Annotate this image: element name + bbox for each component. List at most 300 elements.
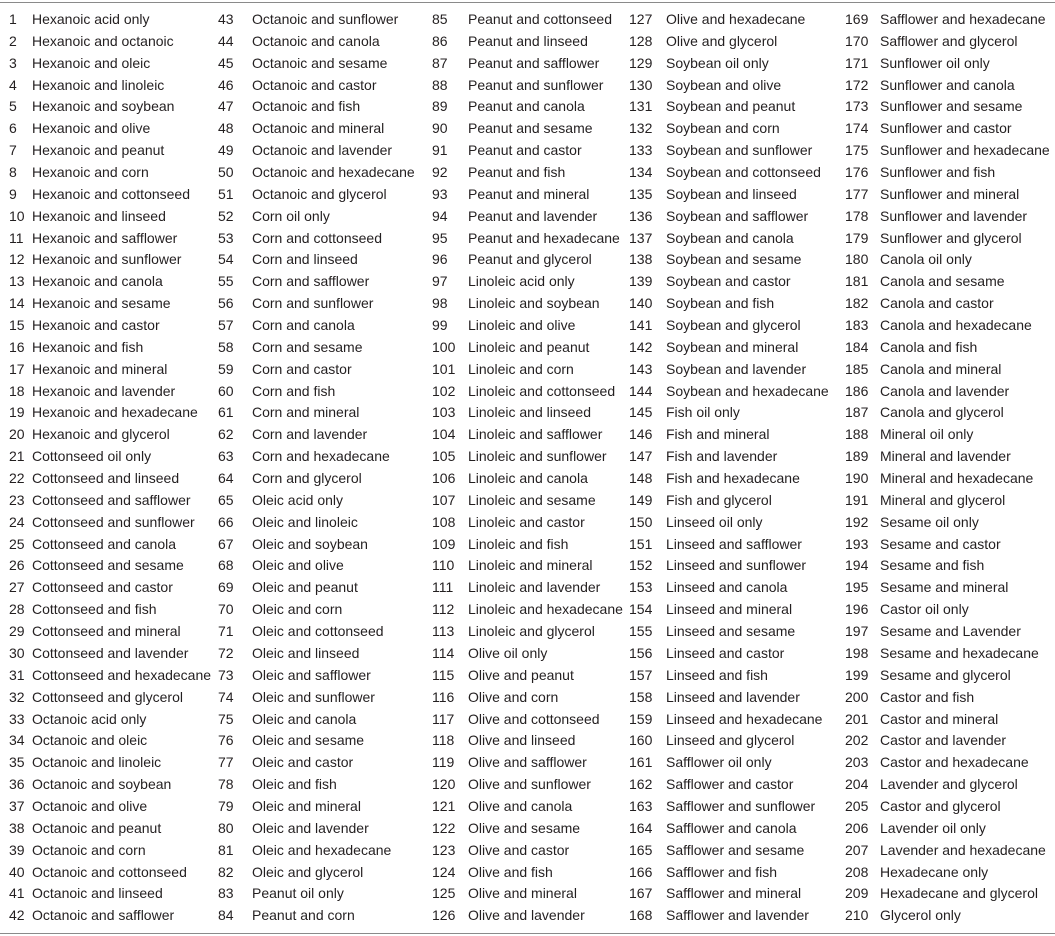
row-label: Olive and sesame <box>468 819 581 836</box>
row-label: Hexanoic and lavender <box>32 382 176 399</box>
row-number: 145 <box>629 404 653 421</box>
row-number: 149 <box>629 491 653 508</box>
row-number: 107 <box>432 491 456 508</box>
row-number: 29 <box>9 623 25 640</box>
row-label: Hexanoic and glycerol <box>32 426 170 443</box>
row-label: Octanoic and peanut <box>32 819 162 836</box>
row-number: 139 <box>629 273 653 290</box>
row-label: Linseed and safflower <box>666 535 802 552</box>
row-label: Octanoic and mineral <box>252 120 385 137</box>
row-number: 127 <box>629 11 653 27</box>
row-number: 203 <box>845 754 869 771</box>
row-number: 128 <box>629 32 653 49</box>
row-number: 18 <box>9 382 25 399</box>
row-number: 63 <box>218 448 234 465</box>
row-number: 44 <box>218 32 234 49</box>
row-number: 108 <box>432 513 456 530</box>
row-label: Linoleic acid only <box>468 273 575 290</box>
row-label: Sesame oil only <box>880 513 979 530</box>
row-number: 41 <box>9 885 25 902</box>
row-number: 31 <box>9 666 25 683</box>
row-label: Canola and castor <box>880 295 994 312</box>
row-label: Oleic and mineral <box>252 797 361 814</box>
row-number: 121 <box>432 797 456 814</box>
row-number: 109 <box>432 535 456 552</box>
row-label: Linoleic and hexadecane <box>468 601 623 618</box>
row-label: Oleic and sesame <box>252 732 365 749</box>
row-label: Hexanoic and hexadecane <box>32 404 198 421</box>
row-label: Peanut and hexadecane <box>468 229 620 246</box>
row-label: Octanoic and sesame <box>252 54 388 71</box>
row-label: Safflower and castor <box>666 776 794 793</box>
row-number: 154 <box>629 601 653 618</box>
row-label: Safflower oil only <box>666 754 772 771</box>
row-number: 61 <box>218 404 234 421</box>
row-number: 114 <box>432 644 455 661</box>
row-label: Linseed and canola <box>666 579 788 596</box>
row-label: Cottonseed and hexadecane <box>32 666 212 683</box>
row-number: 165 <box>629 841 653 858</box>
row-number: 19 <box>9 404 25 421</box>
row-number: 12 <box>9 251 25 268</box>
row-label: Soybean and glycerol <box>666 317 801 334</box>
row-number: 69 <box>218 579 234 596</box>
row-label: Soybean and fish <box>666 295 775 312</box>
row-label: Hexanoic and safflower <box>32 229 178 246</box>
row-label: Sunflower and canola <box>880 76 1015 93</box>
row-label: Hexadecane and glycerol <box>880 885 1038 902</box>
row-label: Safflower and sunflower <box>666 797 816 814</box>
row-number: 162 <box>629 776 653 793</box>
row-label: Olive and linseed <box>468 732 576 749</box>
row-label: Corn and canola <box>252 317 355 334</box>
row-label: Linoleic and fish <box>468 535 569 552</box>
row-label: Fish and hexadecane <box>666 470 800 487</box>
row-label: Oleic and glycerol <box>252 863 364 880</box>
row-number: 207 <box>845 841 869 858</box>
row-number: 178 <box>845 207 869 224</box>
row-number: 39 <box>9 841 25 858</box>
row-number: 28 <box>9 601 25 618</box>
row-label: Linoleic and linseed <box>468 404 591 421</box>
row-number: 190 <box>845 470 869 487</box>
row-label: Oleic and linoleic <box>252 513 358 530</box>
row-number: 184 <box>845 338 869 355</box>
row-label: Sesame and glycerol <box>880 666 1011 683</box>
row-number: 3 <box>9 54 17 71</box>
row-number: 10 <box>9 207 25 224</box>
row-label: Peanut and cottonseed <box>468 11 613 27</box>
row-number: 111 <box>432 579 454 596</box>
row-number: 147 <box>629 448 653 465</box>
row-number: 56 <box>218 295 234 312</box>
row-number: 22 <box>9 470 25 487</box>
row-label: Linoleic and castor <box>468 513 585 530</box>
row-label: Sunflower and castor <box>880 120 1012 137</box>
row-number: 118 <box>432 732 455 749</box>
row-number: 193 <box>845 535 869 552</box>
row-number: 196 <box>845 601 869 618</box>
row-label: Cottonseed and sesame <box>32 557 184 574</box>
row-number: 119 <box>432 754 455 771</box>
row-label: Soybean and sesame <box>666 251 802 268</box>
row-number: 124 <box>432 863 456 880</box>
row-number: 191 <box>845 491 869 508</box>
row-label: Oleic and fish <box>252 776 337 793</box>
row-number: 115 <box>432 666 455 683</box>
row-number: 51 <box>218 185 234 202</box>
row-number: 86 <box>432 32 448 49</box>
row-label: Octanoic and soybean <box>32 776 172 793</box>
row-number: 116 <box>432 688 455 705</box>
row-label: Peanut and castor <box>468 142 582 159</box>
row-number: 113 <box>432 623 455 640</box>
row-number: 60 <box>218 382 234 399</box>
row-number: 125 <box>432 885 456 902</box>
row-label: Cottonseed and linseed <box>32 470 180 487</box>
table-bottom-rule <box>0 933 1055 934</box>
row-number: 99 <box>432 317 448 334</box>
row-number: 70 <box>218 601 234 618</box>
row-label: Octanoic and linoleic <box>32 754 162 771</box>
row-number: 133 <box>629 142 653 159</box>
row-label: Octanoic and lavender <box>252 142 393 159</box>
row-label: Olive and canola <box>468 797 573 814</box>
row-number: 183 <box>845 317 869 334</box>
row-number: 197 <box>845 623 869 640</box>
row-number: 117 <box>432 710 455 727</box>
row-number: 75 <box>218 710 234 727</box>
row-number: 11 <box>9 229 24 246</box>
row-label: Olive and cottonseed <box>468 710 600 727</box>
row-number: 205 <box>845 797 869 814</box>
row-label: Linoleic and canola <box>468 470 588 487</box>
row-number: 159 <box>629 710 653 727</box>
row-number: 9 <box>9 185 17 202</box>
row-number: 105 <box>432 448 456 465</box>
row-number: 47 <box>218 98 234 115</box>
row-number: 180 <box>845 251 869 268</box>
row-label: Octanoic and hexadecane <box>252 164 415 181</box>
row-number: 96 <box>432 251 448 268</box>
row-label: Linseed and glycerol <box>666 732 795 749</box>
row-number: 78 <box>218 776 234 793</box>
row-number: 101 <box>432 360 456 377</box>
row-number: 129 <box>629 54 653 71</box>
row-label: Corn and fish <box>252 382 336 399</box>
row-number: 88 <box>432 76 448 93</box>
row-number: 158 <box>629 688 653 705</box>
row-number: 173 <box>845 98 869 115</box>
row-number: 52 <box>218 207 234 224</box>
row-label: Hexanoic and sesame <box>32 295 171 312</box>
row-number: 166 <box>629 863 653 880</box>
row-number: 168 <box>629 907 653 924</box>
row-label: Oleic and canola <box>252 710 357 727</box>
row-label: Corn and mineral <box>252 404 360 421</box>
row-number: 50 <box>218 164 234 181</box>
row-number: 30 <box>9 644 25 661</box>
row-label: Lavender and glycerol <box>880 776 1018 793</box>
row-number: 146 <box>629 426 653 443</box>
row-label: Peanut and safflower <box>468 54 600 71</box>
row-label: Canola and glycerol <box>880 404 1004 421</box>
row-number: 204 <box>845 776 869 793</box>
row-label: Octanoic and fish <box>252 98 361 115</box>
row-label: Olive and peanut <box>468 666 574 683</box>
row-number: 120 <box>432 776 456 793</box>
row-label: Linoleic and soybean <box>468 295 600 312</box>
row-label: Castor and lavender <box>880 732 1007 749</box>
row-label: Safflower and lavender <box>666 907 809 924</box>
row-label: Castor and hexadecane <box>880 754 1029 771</box>
row-label: Linoleic and mineral <box>468 557 593 574</box>
row-number: 155 <box>629 623 653 640</box>
row-number: 160 <box>629 732 653 749</box>
row-label: Oleic and linseed <box>252 644 360 661</box>
row-label: Linseed and sunflower <box>666 557 807 574</box>
row-number: 72 <box>218 644 234 661</box>
row-number: 1 <box>9 11 17 27</box>
row-number: 130 <box>629 76 653 93</box>
row-label: Soybean and canola <box>666 229 794 246</box>
row-label: Mineral and glycerol <box>880 491 1006 508</box>
row-label: Castor and mineral <box>880 710 999 727</box>
row-number: 172 <box>845 76 869 93</box>
row-number: 189 <box>845 448 869 465</box>
row-number: 91 <box>432 142 448 159</box>
row-number: 161 <box>629 754 653 771</box>
row-label: Hexanoic and linoleic <box>32 76 165 93</box>
row-number: 62 <box>218 426 234 443</box>
row-number: 142 <box>629 338 653 355</box>
row-number: 4 <box>9 76 17 93</box>
row-number: 34 <box>9 732 25 749</box>
row-label: Corn and safflower <box>252 273 370 290</box>
row-label: Hexanoic and canola <box>32 273 163 290</box>
row-number: 208 <box>845 863 869 880</box>
row-number: 89 <box>432 98 448 115</box>
row-number: 46 <box>218 76 234 93</box>
row-number: 202 <box>845 732 869 749</box>
row-number: 76 <box>218 732 234 749</box>
row-label: Hexanoic and corn <box>32 164 149 181</box>
row-label: Oleic and safflower <box>252 666 371 683</box>
row-number: 95 <box>432 229 448 246</box>
row-number: 83 <box>218 885 234 902</box>
row-number: 151 <box>629 535 653 552</box>
row-label: Hexanoic and octanoic <box>32 32 174 49</box>
row-label: Linoleic and lavender <box>468 579 601 596</box>
row-number: 6 <box>9 120 17 137</box>
row-label: Cottonseed and castor <box>32 579 173 596</box>
row-number: 79 <box>218 797 234 814</box>
row-number: 40 <box>9 863 25 880</box>
row-number: 175 <box>845 142 869 159</box>
row-label: Canola and mineral <box>880 360 1002 377</box>
row-number: 2 <box>9 32 17 49</box>
row-number: 164 <box>629 819 653 836</box>
row-number: 174 <box>845 120 869 137</box>
row-number: 16 <box>9 338 25 355</box>
row-number: 35 <box>9 754 25 771</box>
row-number: 200 <box>845 688 869 705</box>
row-label: Canola and hexadecane <box>880 317 1032 334</box>
row-label: Olive and fish <box>468 863 553 880</box>
row-label: Oleic and sunflower <box>252 688 375 705</box>
row-number: 65 <box>218 491 234 508</box>
row-label: Olive and hexadecane <box>666 11 806 27</box>
row-number: 98 <box>432 295 448 312</box>
row-number: 150 <box>629 513 653 530</box>
row-label: Oleic and lavender <box>252 819 369 836</box>
row-label: Sesame and hexadecane <box>880 644 1039 661</box>
row-number: 48 <box>218 120 234 137</box>
row-number: 24 <box>9 513 25 530</box>
row-number: 59 <box>218 360 234 377</box>
row-number: 198 <box>845 644 869 661</box>
row-label: Lavender and hexadecane <box>880 841 1046 858</box>
row-number: 55 <box>218 273 234 290</box>
row-number: 49 <box>218 142 234 159</box>
row-label: Olive and glycerol <box>666 32 778 49</box>
row-number: 85 <box>432 11 448 27</box>
row-label: Soybean and olive <box>666 76 782 93</box>
table-top-rule <box>0 2 1055 3</box>
row-label: Cottonseed and safflower <box>32 491 191 508</box>
row-number: 53 <box>218 229 234 246</box>
row-label: Hexanoic and sunflower <box>32 251 182 268</box>
row-number: 123 <box>432 841 456 858</box>
row-number: 112 <box>432 601 455 618</box>
row-number: 64 <box>218 470 234 487</box>
row-label: Sesame and mineral <box>880 579 1009 596</box>
row-label: Sesame and fish <box>880 557 985 574</box>
row-label: Octanoic and olive <box>32 797 148 814</box>
row-number: 32 <box>9 688 25 705</box>
row-label: Peanut and lavender <box>468 207 598 224</box>
row-number: 97 <box>432 273 448 290</box>
row-number: 138 <box>629 251 653 268</box>
row-label: Sunflower and hexadecane <box>880 142 1050 159</box>
row-label: Cottonseed oil only <box>32 448 152 465</box>
row-number: 152 <box>629 557 653 574</box>
row-number: 57 <box>218 317 234 334</box>
row-number: 13 <box>9 273 25 290</box>
row-number: 153 <box>629 579 653 596</box>
row-label: Cottonseed and glycerol <box>32 688 183 705</box>
row-label: Peanut and linseed <box>468 32 588 49</box>
row-label: Corn and sesame <box>252 338 363 355</box>
row-label: Peanut oil only <box>252 885 344 902</box>
row-number: 93 <box>432 185 448 202</box>
row-label: Soybean and cottonseed <box>666 164 821 181</box>
row-number: 156 <box>629 644 653 661</box>
row-label: Castor and fish <box>880 688 975 705</box>
row-label: Peanut and canola <box>468 98 585 115</box>
row-label: Olive and corn <box>468 688 559 705</box>
row-number: 187 <box>845 404 869 421</box>
row-number: 131 <box>629 98 653 115</box>
row-number: 81 <box>218 841 234 858</box>
row-label: Canola oil only <box>880 251 972 268</box>
row-number: 195 <box>845 579 869 596</box>
row-number: 74 <box>218 688 234 705</box>
row-number: 157 <box>629 666 653 683</box>
row-label: Hexanoic and mineral <box>32 360 168 377</box>
row-number: 90 <box>432 120 448 137</box>
row-label: Hexanoic and soybean <box>32 98 175 115</box>
row-number: 25 <box>9 535 25 552</box>
row-label: Sesame and castor <box>880 535 1001 552</box>
row-label: Linoleic and cottonseed <box>468 382 616 399</box>
row-number: 181 <box>845 273 869 290</box>
row-label: Corn and castor <box>252 360 352 377</box>
row-number: 206 <box>845 819 869 836</box>
row-number: 8 <box>9 164 17 181</box>
row-label: Peanut and sesame <box>468 120 593 137</box>
row-number: 14 <box>9 295 25 312</box>
row-label: Oleic and corn <box>252 601 343 618</box>
row-number: 36 <box>9 776 25 793</box>
row-number: 100 <box>432 338 456 355</box>
row-label: Fish and glycerol <box>666 491 772 508</box>
row-number: 135 <box>629 185 653 202</box>
row-label: Linoleic and sesame <box>468 491 596 508</box>
row-number: 169 <box>845 11 869 27</box>
row-number: 73 <box>218 666 234 683</box>
row-number: 177 <box>845 185 869 202</box>
row-label: Hexanoic and fish <box>32 338 144 355</box>
row-label: Octanoic and castor <box>252 76 377 93</box>
row-number: 77 <box>218 754 234 771</box>
row-number: 5 <box>9 98 17 115</box>
row-label: Linoleic and corn <box>468 360 574 377</box>
row-label: Octanoic and glycerol <box>252 185 387 202</box>
row-number: 58 <box>218 338 234 355</box>
row-label: Soybean and linseed <box>666 185 797 202</box>
row-number: 192 <box>845 513 869 530</box>
row-label: Safflower and sesame <box>666 841 805 858</box>
row-label: Cottonseed and mineral <box>32 623 181 640</box>
row-label: Safflower and mineral <box>666 885 802 902</box>
row-label: Canola and sesame <box>880 273 1005 290</box>
row-label: Corn and hexadecane <box>252 448 390 465</box>
row-number: 167 <box>629 885 653 902</box>
row-number: 186 <box>845 382 869 399</box>
row-number: 23 <box>9 491 25 508</box>
row-label: Octanoic acid only <box>32 710 147 727</box>
row-label: Safflower and canola <box>666 819 797 836</box>
row-label: Peanut and sunflower <box>468 76 604 93</box>
row-label: Corn and glycerol <box>252 470 362 487</box>
row-number: 163 <box>629 797 653 814</box>
row-label: Olive and mineral <box>468 885 577 902</box>
row-label: Olive and lavender <box>468 907 585 924</box>
row-label: Soybean and sunflower <box>666 142 813 159</box>
row-label: Linseed and mineral <box>666 601 793 618</box>
row-label: Corn and linseed <box>252 251 358 268</box>
row-number: 87 <box>432 54 448 71</box>
row-label: Hexanoic and cottonseed <box>32 185 190 202</box>
row-label: Octanoic and canola <box>252 32 380 49</box>
row-label: Linseed and sesame <box>666 623 796 640</box>
row-label: Mineral oil only <box>880 426 974 443</box>
row-number: 141 <box>629 317 653 334</box>
row-number: 20 <box>9 426 25 443</box>
row-number: 21 <box>9 448 25 465</box>
row-number: 80 <box>218 819 234 836</box>
